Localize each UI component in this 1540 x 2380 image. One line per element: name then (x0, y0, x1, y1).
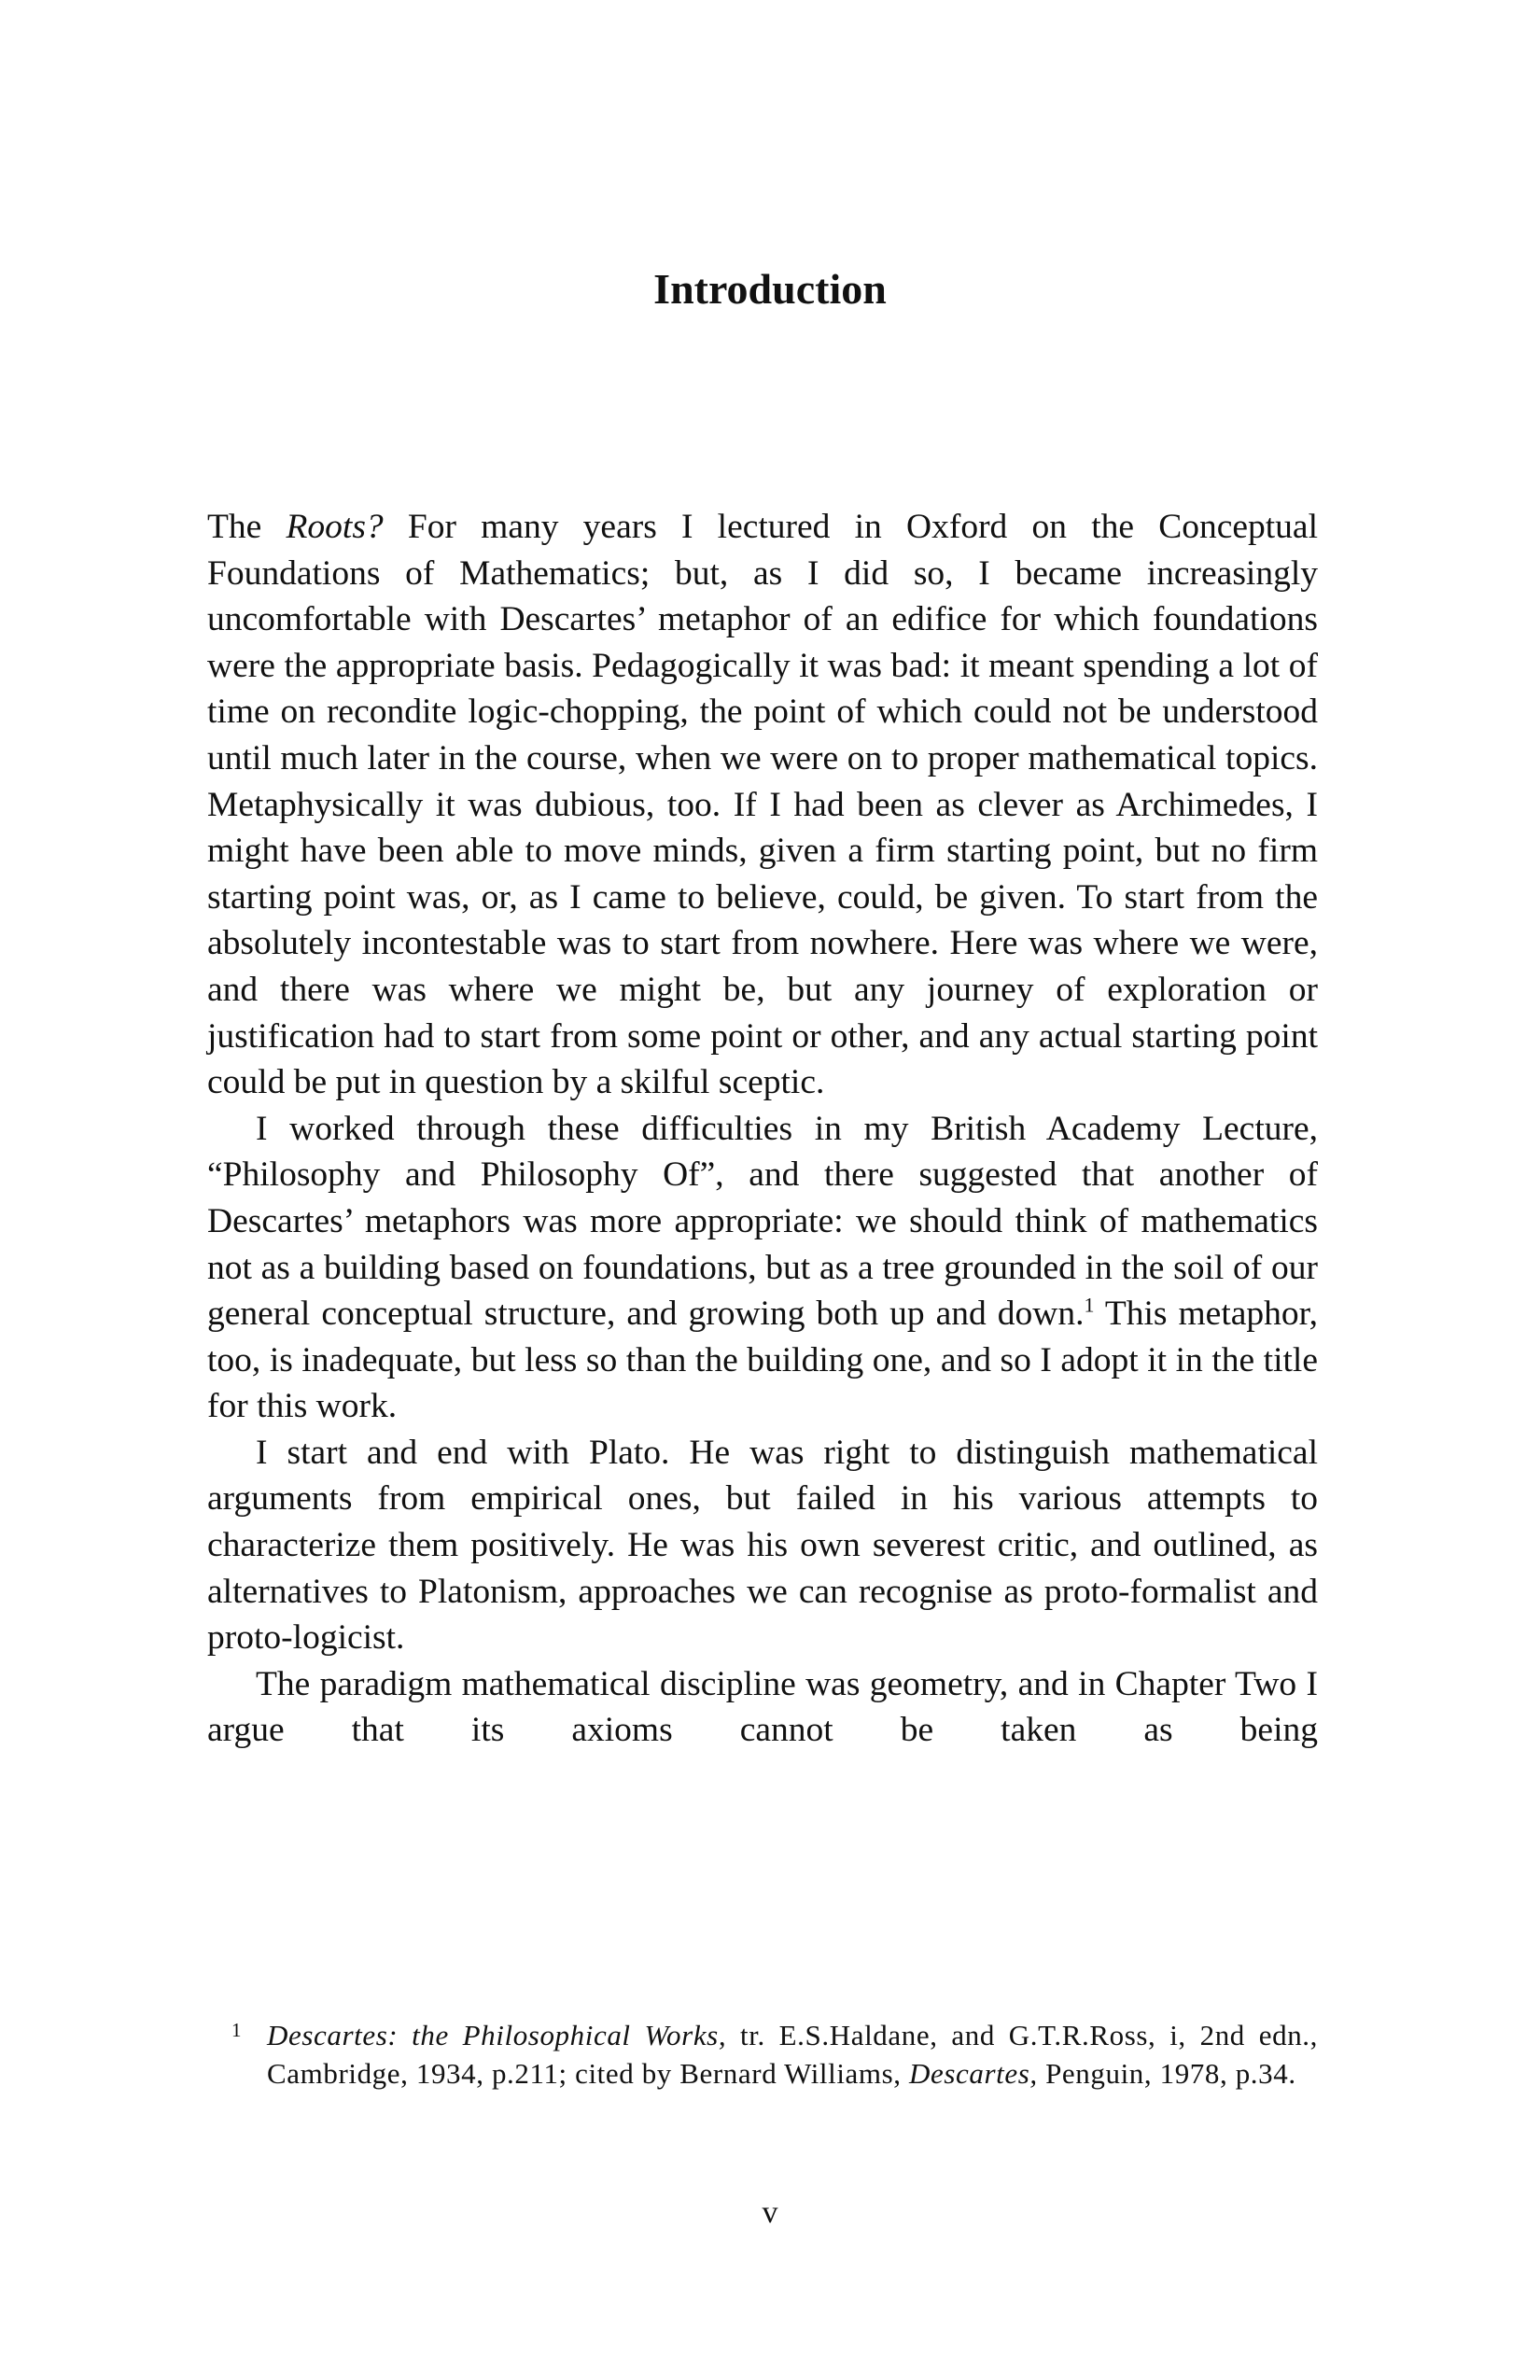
paragraph-1-lead: The (207, 508, 287, 546)
page-number: v (762, 2195, 778, 2230)
paragraph-3: I start and end with Plato. He was right to distinguish mathematical arguments from empirical ones, but failed in his various attempts to characterize them positively. He was his own severest critic, and outlined, as alternatives to Platonism, approaches we can recognise as proto-formalist and proto-logicist. (207, 1433, 1318, 1658)
paragraph-2-text-before-note: I worked through these difficulties in my British Academy Lecture, “Philosophy and Philosophy Of”, and there suggested that another of Descartes’ metaphors was more appropriate: we should think of mathematics not as a building based on foundations, but as a tree grounded in the soil of our general conceptual structure, and growing both up and down. (207, 1109, 1318, 1334)
footnote-mark: 1 (231, 2019, 242, 2041)
paragraph-1-lead-italic: Roots? (286, 508, 384, 546)
body-text (207, 504, 1318, 1754)
footnote-text-1: tr. E.S.Haldane, and G.T.R.Ross, i, 2nd edn., Cambridge, 1934, p.211; cited by Bernard Williams, (267, 2019, 1318, 2090)
paragraph-2 (207, 1106, 1318, 1430)
footnote-row (207, 2016, 1318, 2093)
paragraph-2-text-after-note: This metaphor, too, is inadequate, but less so than the building one, and so I adopt it in the title for this work. (207, 1295, 1319, 1426)
footnote-reference[interactable]: 1 (1084, 1293, 1095, 1317)
footnote-body (267, 2016, 1318, 2093)
page-title: Introduction (653, 265, 887, 313)
footnote-italic-title: Descartes: the Philosophical Works, (267, 2019, 727, 2051)
footnote-text-2: Penguin, 1978, p.34. (1037, 2057, 1296, 2090)
footnote (207, 2016, 1318, 2093)
paragraph-1-text: For many years I lectured in Oxford on the Conceptual Foundations of Mathematics; but, as I did so, I became increasingly uncomfortable with Descartes’ metaphor of an edifice for which foundations were the appropriate basis. Pedagogically it was bad: it meant spending a lot of time on recondite logic-chopping, the point of which could not be understood until much later in the course, when we were on to proper mathematical topics. Metaphysically it was dubious, too. If I had been as clever as Archimedes, I might have been able to move minds, given a firm starting point, but no firm starting point was, or, as I came to believe, could, be given. To start from the absolutely incontestable was to start from nowhere. Here was where we were, and there was where we might be, but any journey of exploration or justification had to start from some point or other, and any actual starting point could be put in question by a skilful sceptic. (207, 508, 1318, 1102)
paragraph-4: The paradigm mathematical discipline was geometry, and in Chapter Two I argue that its axioms cannot be taken as being (207, 1664, 1318, 1750)
paragraph-1 (207, 504, 1318, 1106)
footnote-italic-work: Descartes, (909, 2057, 1038, 2090)
